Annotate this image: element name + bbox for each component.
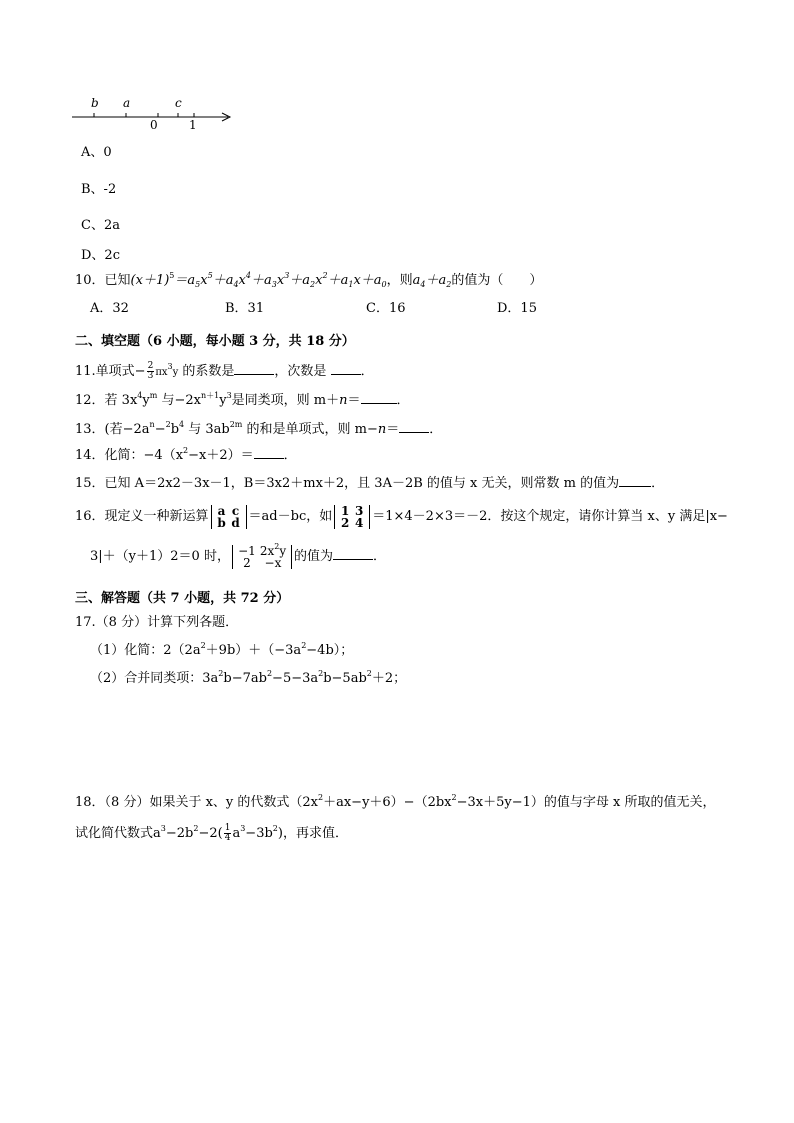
q13: 13．(若$-2a^n-^2b^4$ 与 $3ab^{2m}$ 的和是单项式，则 m−n＝ ． — [75, 420, 443, 437]
tick-1: 1 — [189, 118, 197, 132]
q9-option-a: A、0 — [81, 145, 112, 160]
q15-blank[interactable] — [619, 474, 651, 487]
q16-matrix-example: 1 3 2 4 — [334, 505, 370, 529]
q9-option-d: D、2c — [81, 248, 120, 263]
label-b: b — [91, 96, 99, 110]
q12: 12．若 $3x^4y^m$ 与$-2x^{n+1}y^3$是同类项，则 m＋n＝ ． — [75, 391, 410, 408]
q16-line-1: 16．现定义一种新运算 a c b d ＝ad－bc，如 1 3 2 4 ＝1×4－2×3＝－2．按这个规定，请你计算当 x、y 满足|x− — [75, 503, 728, 530]
q11-fraction: $\frac{2}{3}$ — [147, 361, 154, 381]
q12-blank[interactable] — [361, 391, 397, 404]
q16-matrix-abcd: a c b d — [211, 505, 247, 529]
q10-option-c: C．16 — [366, 301, 406, 316]
q16-line-2: 3|＋（y＋1）2＝0 时， −1 $2x^2y$ 2 −x 的值为 ． — [90, 541, 386, 570]
q14-blank[interactable] — [254, 446, 284, 459]
q10-option-b: B．31 — [225, 301, 265, 316]
q11-blank-1[interactable] — [234, 362, 274, 375]
q18-line-2: 试化简代数式$a^3-2b^2-2$( $\frac{1}{4}$ $a^3-3b^2$)，再求值． — [75, 823, 348, 843]
tick-0: 0 — [150, 118, 158, 132]
q15: 15．已知 A＝2x2－3x－1，B＝3x2＋mx＋2，且 3A－2B 的值与 x 无关，则常数 m 的值为 ． — [75, 476, 665, 491]
q11-blank-2[interactable] — [331, 362, 361, 375]
q10-option-a: A．32 — [90, 301, 129, 316]
q9-option-c: C、2a — [81, 218, 120, 233]
label-a: a — [123, 96, 131, 110]
q14: 14．化简：$-4(x^2-x+2)=$ ． — [75, 446, 297, 463]
section-3-heading: 三、解答题（共 7 小题，共 72 分） — [75, 591, 290, 606]
q17-title: 17.（8 分）计算下列各题． — [75, 615, 239, 630]
q16-blank[interactable] — [333, 547, 373, 560]
q17-part-2: （2）合并同类项：$3a^2b-7ab^2-5-3a^2b-5ab^2+2$； — [90, 669, 407, 686]
q13-blank[interactable] — [399, 420, 429, 433]
section-2-heading: 二、填空题（6 小题，每小题 3 分，共 18 分） — [75, 334, 355, 349]
q16-matrix-xy: −1 $2x^2y$ 2 −x — [232, 545, 292, 569]
label-c: c — [175, 96, 182, 110]
q18-line-1: 18．（8 分）如果关于 x、y 的代数式$(2x^2+ax-y+6)-(2bx^2-3x+5y-1)$的值与字母 x 所取的值无关， — [75, 793, 716, 810]
q10-stem: 10．已知$(x+1)^5=a_5x^5+a_4x^4+a_3x^3+a_2x^2+a_1x+a_0$，则$a_4+a_2$的值为（ ） — [75, 271, 543, 289]
q11: 11.单项式− $\frac{2}{3}$ $\pi x^3y$ 的系数是 ，次数是 ． — [75, 361, 374, 381]
q18-fraction: $\frac{1}{4}$ — [224, 823, 231, 843]
q10-option-d: D．15 — [497, 301, 537, 316]
q9-option-b: B、-2 — [81, 182, 117, 197]
q17-part-1: （1）化简：$2(2a^2+9b)+(-3a^2-4b)$； — [90, 641, 354, 658]
